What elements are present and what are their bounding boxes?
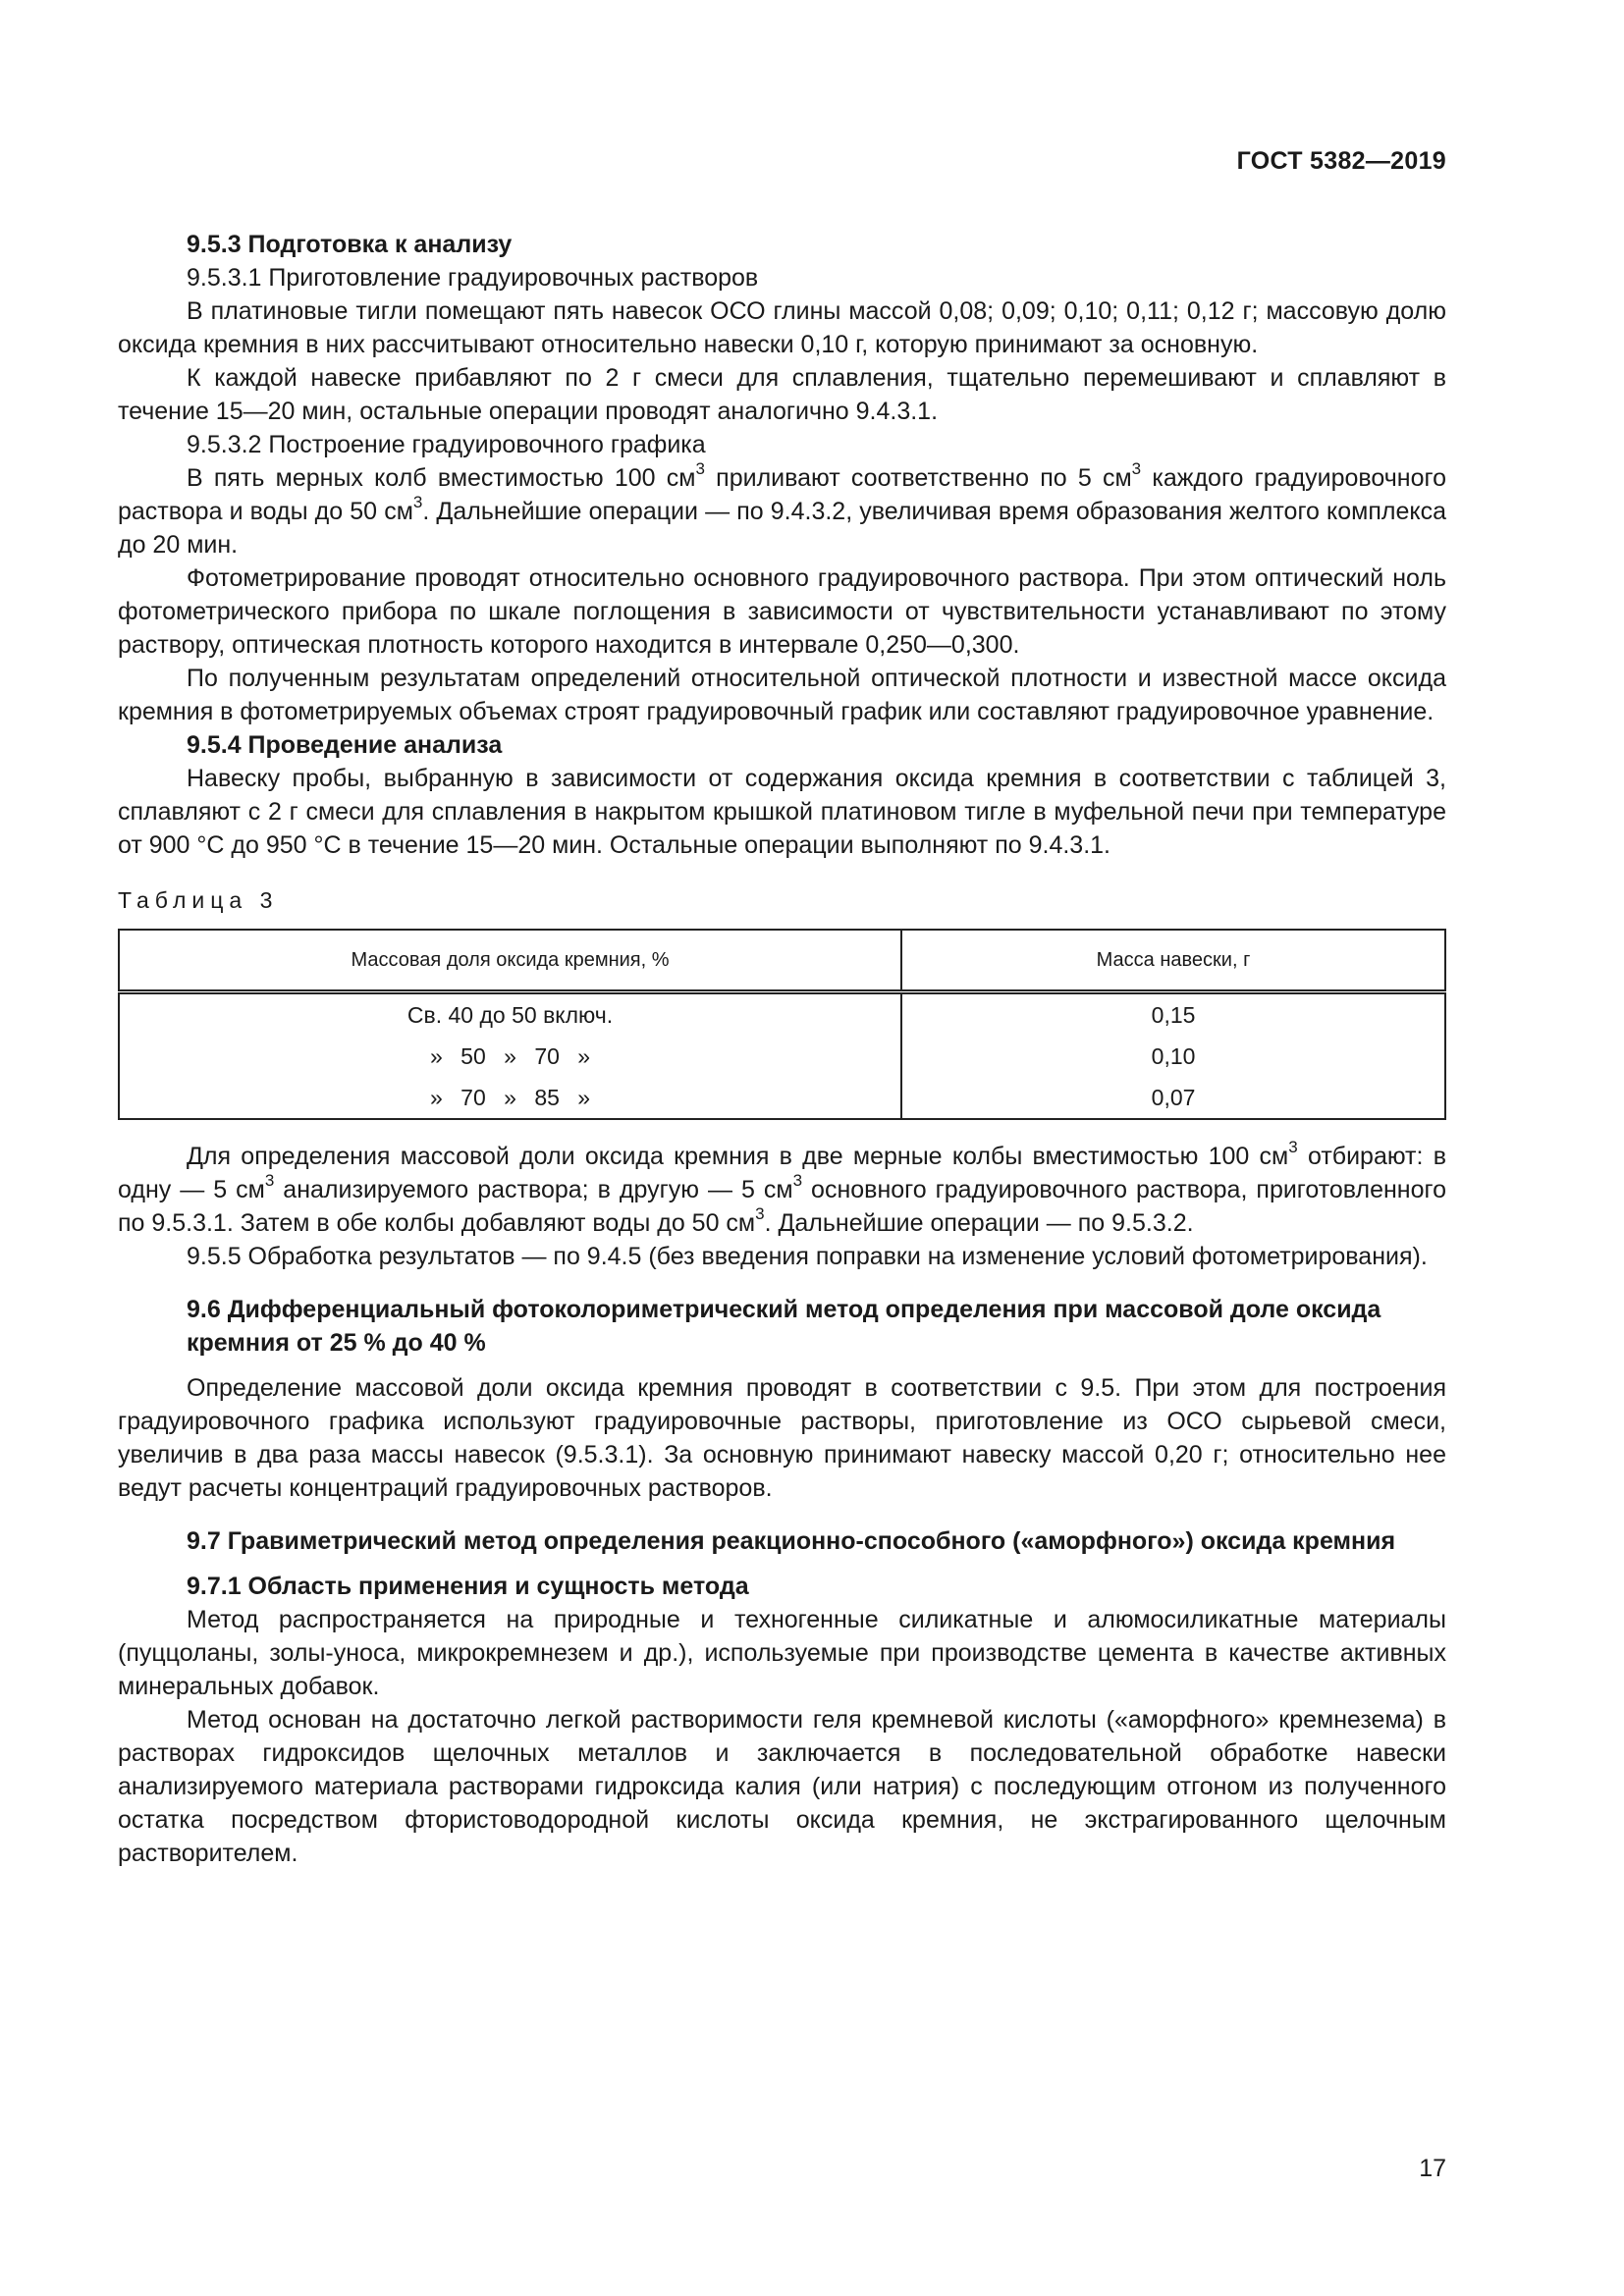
table-3: [118, 929, 1446, 1120]
page-number: 17: [1419, 2155, 1446, 2182]
document-body: [118, 228, 1446, 1870]
paragraph: К каждой навеске прибавляют по 2 г смеси для сплавления, тщательно перемешивают и сплавляют в течение 15—20 мин, остальные операции проводят аналогично 9.4.3.1.: [118, 364, 1446, 425]
section-heading-9-5-3: 9.5.3 Подготовка к анализу: [187, 231, 513, 258]
paragraph: Метод основан на достаточно легкой растворимости геля кремневой кислоты («аморфного» кремнезема) в растворах гидроксидов щелочных металлов и заключается в последовательной обработке навески анализируемого материала растворами гидроксида калия (или натрия) с последующим отгоном из полученного остатка посредством фтористоводородной кислоты оксида кремния, не экстрагированного щелочным растворителем.: [118, 1706, 1446, 1867]
table-cell: » 70 » 85 »: [119, 1077, 901, 1119]
paragraph: Фотометрирование проводят относительно основного градуировочного раствора. При этом оптический ноль фотометрического прибора по шкале поглощения в зависимости от чувствительности устанавливают по этому раствору, оптическая плотность которого находится в интервале 0,250—0,300.: [118, 564, 1446, 659]
paragraph-9-5-5: 9.5.5 Обработка результатов — по 9.4.5 (без введения поправки на изменение условий фотометрирования).: [187, 1243, 1428, 1270]
table-row: [119, 1077, 1445, 1119]
document-id: ГОСТ 5382—2019: [1236, 147, 1446, 175]
section-heading-9-5-4: 9.5.4 Проведение анализа: [187, 731, 503, 759]
table-cell: 0,15: [901, 992, 1445, 1037]
subsection-heading-9-5-3-2: 9.5.3.2 Построение градуировочного графика: [187, 431, 706, 458]
paragraph-volumes: Для определения массовой доли оксида кремния в две мерные колбы вместимостью 100 $см^3$ отбирают: в одну — 5 $см^3$ анализируемого раствора; в другую — 5 $см^3$ основного градуировочного раствора, приготовленного по 9.5.3.1. Затем в обе колбы добавляют воды до 50 $см^3$. Дальнейшие операции — по 9.5.3.2.: [118, 1137, 1446, 1237]
section-heading-9-7: 9.7 Гравиметрический метод определения реакционно-способного («аморфного») оксида кремния: [187, 1527, 1396, 1555]
table-row: [119, 992, 1445, 1037]
table-caption: Таблица 3: [118, 887, 279, 913]
section-heading-9-6: 9.6 Дифференциальный фотоколориметрический метод определения при массовой доле оксида кремния от 25 % до 40 %: [187, 1296, 1381, 1357]
table-cell: » 50 » 70 »: [119, 1036, 901, 1077]
table-cell: 0,10: [901, 1036, 1445, 1077]
table-header: Массовая доля оксида кремния, %: [119, 930, 901, 992]
table-row: [119, 1036, 1445, 1077]
subsection-heading-9-7-1: 9.7.1 Область применения и сущность метода: [187, 1573, 749, 1600]
paragraph: По полученным результатам определений относительной оптической плотности и известной массе оксида кремния в фотометрируемых объемах строят градуировочный график или составляют градуировочное уравнение.: [118, 665, 1446, 725]
paragraph: Метод распространяется на природные и техногенные силикатные и алюмосиликатные материалы (пуццоланы, золы-уноса, микрокремнезем и др.), используемые при производстве цемента в качестве активных минеральных добавок.: [118, 1606, 1446, 1700]
paragraph: В платиновые тигли помещают пять навесок ОСО глины массой 0,08; 0,09; 0,10; 0,11; 0,12 г; массовую долю оксида кремния в них рассчитывают относительно навески 0,10 г, которую принимают за основную.: [118, 297, 1446, 358]
subsection-heading-9-5-3-1: 9.5.3.1 Приготовление градуировочных растворов: [187, 264, 759, 292]
table-header: Масса навески, г: [901, 930, 1445, 992]
paragraph: Навеску пробы, выбранную в зависимости от содержания оксида кремния в соответствии с таблицей 3, сплавляют с 2 г смеси для сплавления в накрытом крышкой платиновом тигле в муфельной печи при температуре от 900 °С до 950 °С в течение 15—20 мин. Остальные операции выполняют по 9.4.3.1.: [118, 765, 1446, 859]
table-cell: 0,07: [901, 1077, 1445, 1119]
table-cell: Св. 40 до 50 включ.: [119, 992, 901, 1037]
paragraph-volumes: В пять мерных колб вместимостью 100 $см^3$ приливают соответственно по 5 $см^3$ каждого градуировочного раствора и воды до 50 $см^3$. Дальнейшие операции — по 9.4.3.2, увеличивая время образования желтого комплекса до 20 мин.: [118, 458, 1446, 559]
paragraph: Определение массовой доли оксида кремния проводят в соответствии с 9.5. При этом для построения градуировочного графика используют градуировочные растворы, приготовление из ОСО сырьевой смеси, увеличив в два раза массы навесок (9.5.3.1). За основную принимают навеску массой 0,20 г; относительно нее ведут расчеты концентраций градуировочных растворов.: [118, 1374, 1446, 1502]
